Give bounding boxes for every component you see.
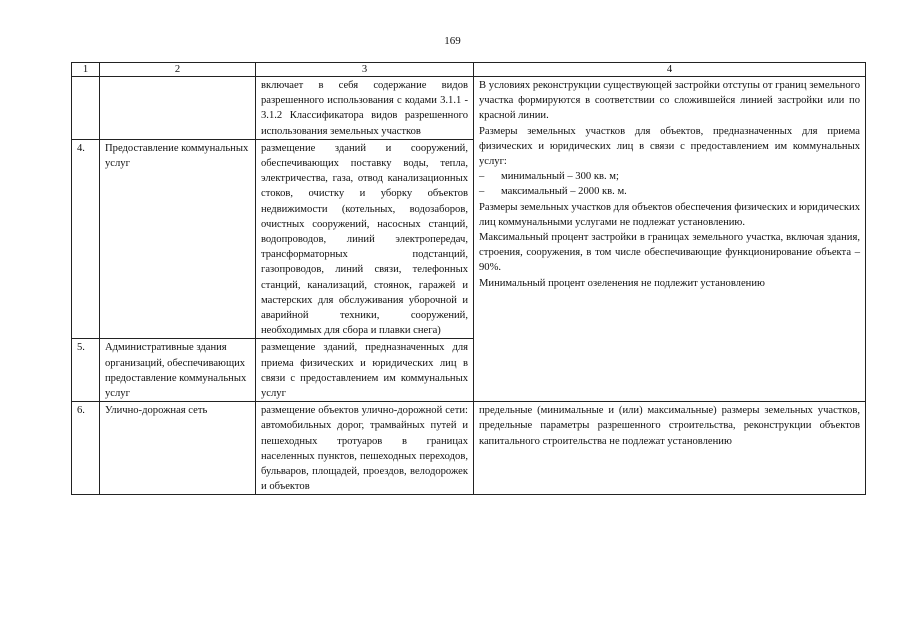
page-number: 169 — [444, 35, 461, 47]
header-col-3: 3 — [256, 63, 474, 77]
reconstruction-setback-text: В условиях реконструкции существующей застройки отступы от границ земельного участка формируются в соответствии со сложившейся линией застройки или по красной линии. — [479, 80, 860, 122]
header-col-1: 1 — [72, 63, 100, 77]
dash-marker: – — [479, 171, 485, 183]
utility-plot-size-text: Размеры земельных участков для объектов обеспечения физических и юридических лиц коммунальными услугами не подлежат установлению. — [479, 201, 860, 228]
parameters-cell — [474, 77, 866, 402]
row-number: 6. — [72, 402, 100, 495]
max-size-text: максимальный – 2000 кв. м. — [501, 186, 627, 198]
table-row — [72, 402, 866, 495]
table-row — [72, 77, 866, 140]
use-description: размещение объектов улично-дорожной сети: автомобильных дорог, трамвайных путей и пешеходных тротуаров в границах населенных пунктов, пешеходных переходов, бульваров, площадей, проездов, велодорожек и объектов — [256, 402, 474, 495]
use-name: Предоставление коммунальных услуг — [100, 139, 256, 339]
header-col-2: 2 — [100, 63, 256, 77]
parameters-not-set-text: предельные (минимальные и (или) максимальные) размеры земельных участков, предельные параметры разрешенного строительства, реконструкции объектов капитального строительства не подлежат установлению — [479, 405, 860, 447]
row-number — [72, 77, 100, 140]
min-landscaping-text: Минимальный процент озеленения не подлежит установлению — [479, 277, 765, 289]
land-use-table — [71, 62, 866, 495]
row-number: 4. — [72, 139, 100, 339]
header-col-4: 4 — [474, 63, 866, 77]
plot-size-intro: Размеры земельных участков для объектов, предназначенных для приема физических и юридических лиц в связи с предоставлением им коммунальных услуг: — [479, 125, 860, 168]
row-number: 5. — [72, 339, 100, 402]
use-description: размещение зданий и сооружений, обеспечивающих поставку воды, тепла, электричества, газа, отвод канализационных стоков, очистку и уборку объектов недвижимости (котельных, водозаборов, очистных сооружений, насосных станций, водопроводов, линий электропередач, трансформаторных подстанций, газопроводов, линий связи, телефонных станций, канализаций, стоянок, гаражей и мастерских для обслуживания уборочной и аварийной техники, сооружений, необходимых для сбора и плавки снега) — [256, 139, 474, 339]
use-name: Улично-дорожная сеть — [100, 402, 256, 495]
parameters-cell — [474, 402, 866, 495]
min-size-text: минимальный – 300 кв. м; — [501, 171, 619, 183]
use-description: включает в себя содержание видов разрешенного использования с кодами 3.1.1 - 3.1.2 Классификатора видов разрешенного использования земельных участков — [256, 77, 474, 140]
max-coverage-text: Максимальный процент застройки в границах земельного участка, включая здания, строения, сооружения, в том числе обеспечивающие функционирование объекта – 90%. — [479, 232, 860, 274]
max-size-item — [479, 184, 860, 199]
use-description: размещение зданий, предназначенных для приема физических и юридических лиц в связи с предоставлением им коммунальных услуг — [256, 339, 474, 402]
use-name — [100, 77, 256, 140]
table-header-row — [72, 63, 866, 77]
dash-marker: – — [479, 186, 485, 198]
min-size-item — [479, 169, 860, 184]
use-name: Административные здания организаций, обеспечивающих предоставление коммунальных услуг — [100, 339, 256, 402]
